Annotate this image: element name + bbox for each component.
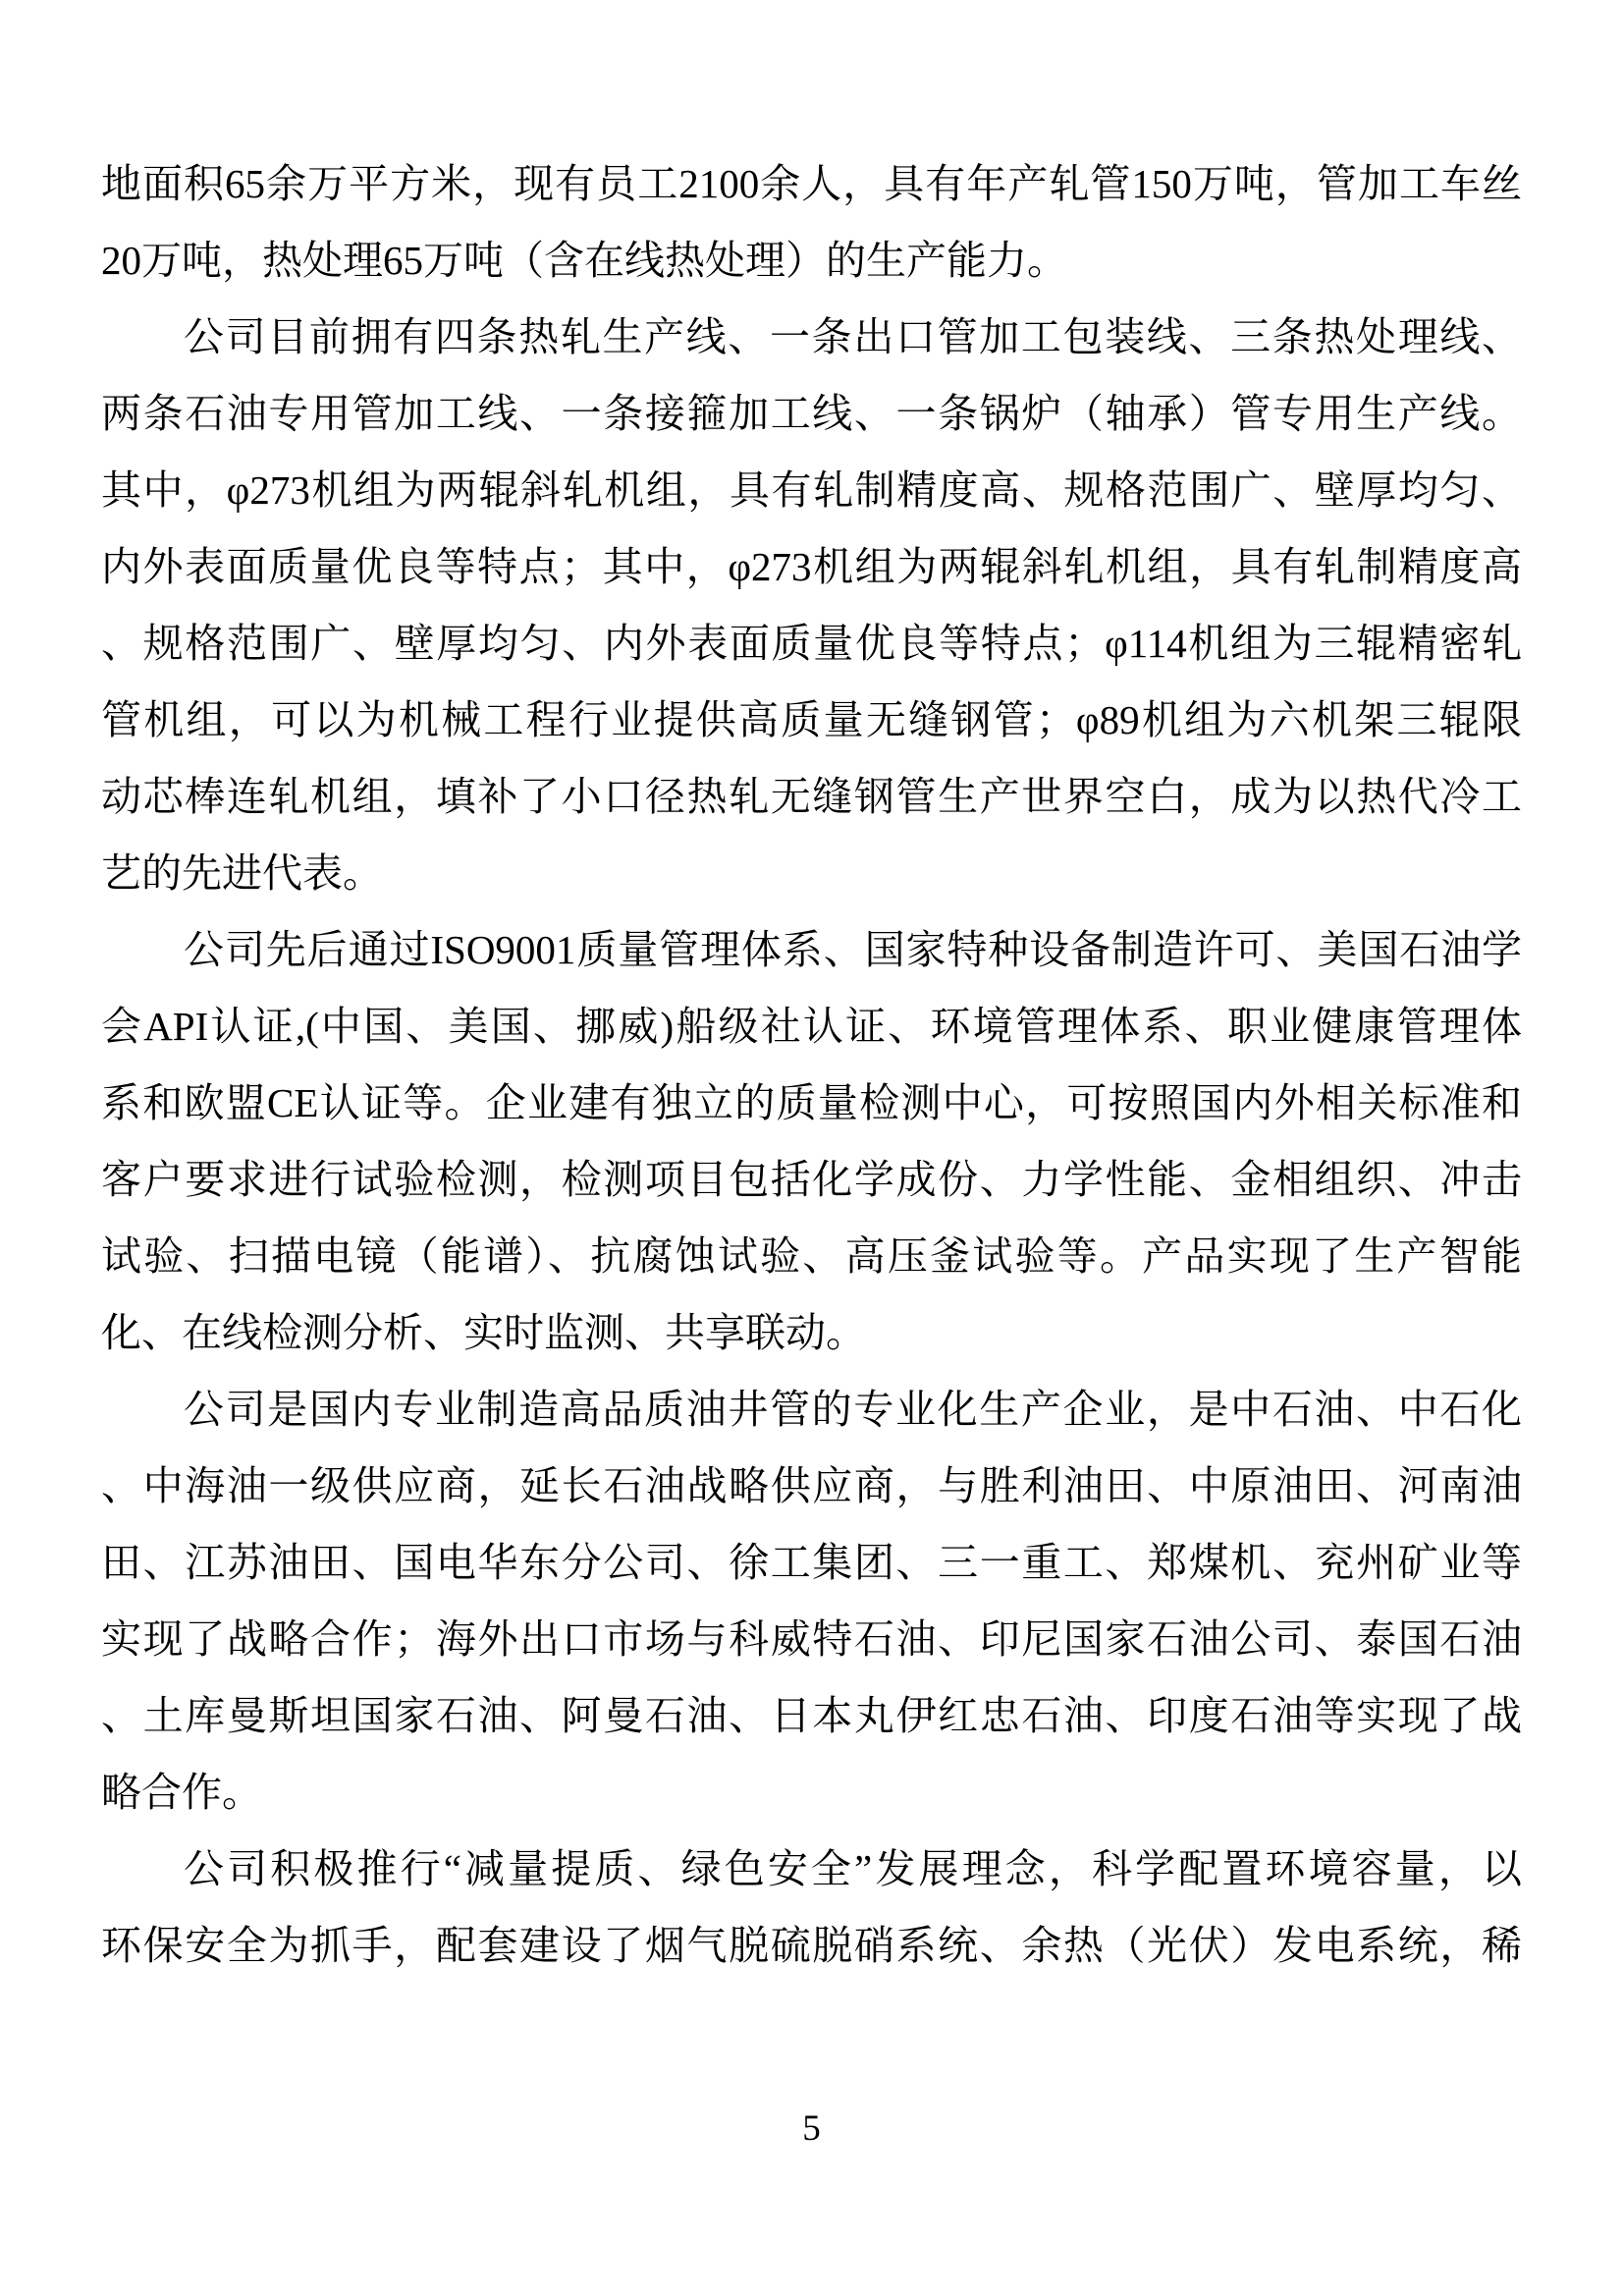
- text-line: 、中海油一级供应商，延长石油战略供应商，与胜利油田、中原油田、河南油: [101, 1463, 1522, 1508]
- text-line: 、规格范围广、壁厚均匀、内外表面质量优良等特点；φ114机组为三辊精密轧: [101, 621, 1522, 666]
- text-line: 艺的先进代表。: [101, 850, 383, 896]
- text-line: 化、在线检测分析、实时监测、共享联动。: [101, 1310, 866, 1355]
- text-line: 试验、扫描电镜（能谱）、抗腐蚀试验、高压釜试验等。产品实现了生产智能: [101, 1233, 1522, 1279]
- text-line: 会API认证,(中国、美国、挪威)船级社认证、环境管理体系、职业健康管理体: [101, 1004, 1522, 1049]
- text-line: 系和欧盟CE认证等。企业建有独立的质量检测中心，可按照国内外相关标准和: [101, 1080, 1522, 1125]
- text-line: 其中，φ273机组为两辊斜轧机组，具有轧制精度高、规格范围广、壁厚均匀、: [101, 467, 1522, 513]
- text-line: 田、江苏油田、国电华东分公司、徐工集团、三一重工、郑煤机、兖州矿业等: [101, 1540, 1522, 1585]
- text-line: 公司目前拥有四条热轧生产线、一条出口管加工包装线、三条热处理线、: [184, 314, 1522, 359]
- text-line: 管机组，可以为机械工程行业提供高质量无缝钢管；φ89机组为六机架三辊限: [101, 697, 1522, 742]
- document-page: [101, 145, 1522, 1984]
- text-line: 客户要求进行试验检测，检测项目包括化学成份、力学性能、金相组织、冲击: [101, 1157, 1522, 1202]
- text-line: 内外表面质量优良等特点；其中，φ273机组为两辊斜轧机组，具有轧制精度高: [101, 544, 1522, 589]
- text-line: 环保安全为抓手，配套建设了烟气脱硫脱硝系统、余热（光伏）发电系统，稀: [101, 1923, 1522, 1968]
- text-line: 、土库曼斯坦国家石油、阿曼石油、日本丸伊红忠石油、印度石油等实现了战: [101, 1693, 1522, 1738]
- text-line: 两条石油专用管加工线、一条接箍加工线、一条锅炉（轴承）管专用生产线。: [101, 391, 1522, 436]
- page-number: 5: [802, 2108, 821, 2149]
- paragraph: [101, 145, 1522, 299]
- text-line: 公司先后通过ISO9001质量管理体系、国家特种设备制造许可、美国石油学: [184, 927, 1522, 972]
- text-line: 公司积极推行“减量提质、绿色安全”发展理念，科学配置环境容量，以: [184, 1846, 1522, 1891]
- text-line: 实现了战略合作；海外出口市场与科威特石油、印尼国家石油公司、泰国石油: [101, 1616, 1522, 1662]
- text-line: 公司是国内专业制造高品质油井管的专业化生产企业，是中石油、中石化: [184, 1387, 1522, 1432]
- paragraph: [101, 299, 1522, 911]
- text-line: 动芯棒连轧机组，填补了小口径热轧无缝钢管生产世界空白，成为以热代冷工: [101, 774, 1522, 819]
- paragraph: [101, 1371, 1522, 1831]
- paragraph: [101, 911, 1522, 1371]
- text-line: 20万吨，热处理65万吨（含在线热处理）的生产能力。: [101, 238, 1067, 283]
- paragraph: [101, 1831, 1522, 1984]
- text-line: 地面积65余万平方米，现有员工2100余人，具有年产轧管150万吨，管加工车丝: [101, 161, 1522, 206]
- text-line: 略合作。: [101, 1770, 262, 1815]
